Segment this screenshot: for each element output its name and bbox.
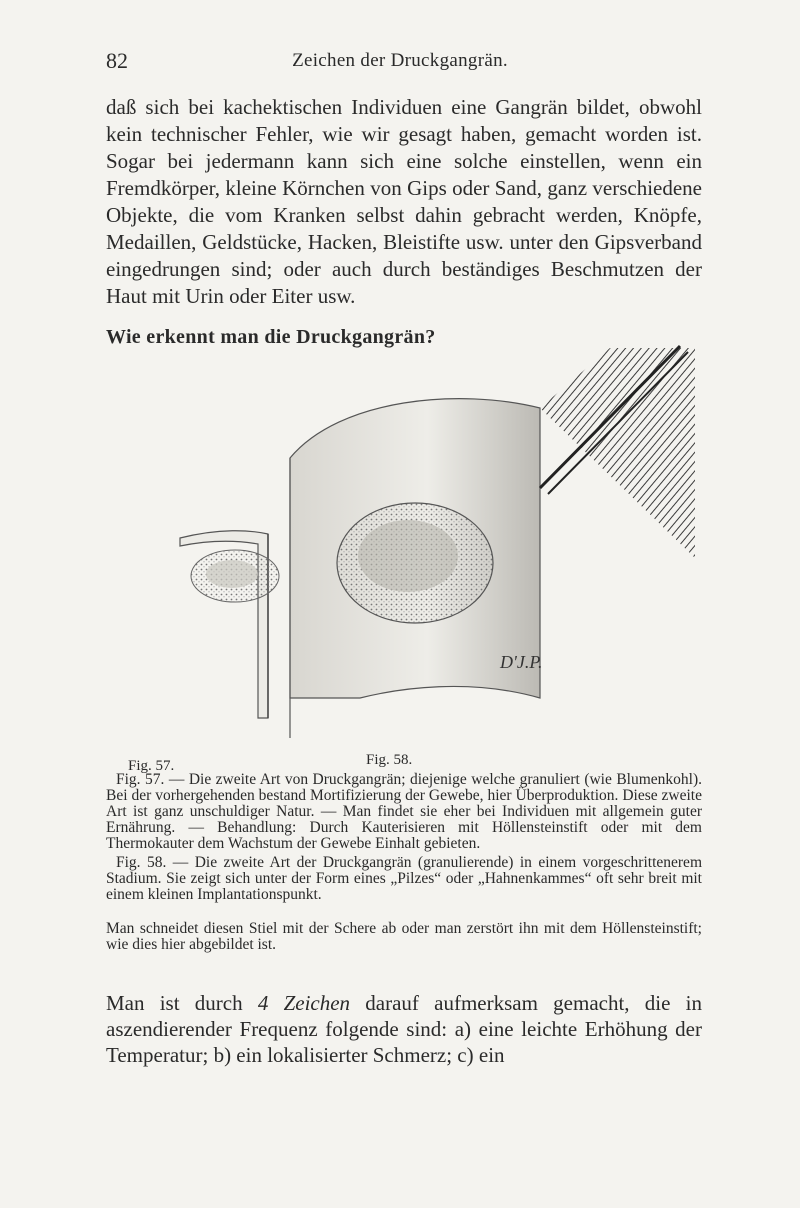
section-heading: Wie erkennt man die Druckgangrän?: [106, 326, 436, 348]
caustic-stick-hatching: [540, 348, 695, 558]
body-paragraph-2: [106, 990, 702, 1068]
body-paragraph-1: daß sich bei kachektischen Individuen eine Gangrän bildet, obwohl kein technischer Fehler, wie wir gesagt haben, gemacht worden ist. Sogar bei jedermann kann sich eine solche einstellen, wenn ein Fremdkörper, kleine Körnchen von Gips oder Sand, ganz verschiedene Objekte, die vom Kranken selbst dahin gebracht werden, Knöpfe, Medaillen, Geldstücke, Hacken, Bleistifte usw. unter den Gipsverband eingedrungen sind; oder auch durch beständiges Beschmutzen der Haut mit Urin oder Eiter usw.: [106, 95, 702, 308]
running-title: Zeichen der Druckgangrän.: [292, 50, 508, 71]
figure-illustration: [140, 338, 695, 748]
fig-57-label: Fig. 57.: [128, 758, 175, 774]
para2-rest: darauf aufmerksam gemacht, die in aszendierender Frequenz folgende sind: a) eine leichte Erhöhung der Temperatur; b) ein lokalisierter Schmerz; c) ein: [106, 991, 702, 1067]
fig-58-label: Fig. 58.: [366, 752, 413, 768]
figure-drawing: [140, 338, 695, 748]
caption-fig-58: Fig. 58. — Die zweite Art der Druckgangrän (granulierende) in einem vorgeschrittenerem Stadium. Sie zeigt sich unter der Form eines „Pilzes“ oder „Hahnenkammes“ oft sehr breit mit einem kleinen Implantationspunkt.: [106, 854, 702, 903]
page-number: 82: [106, 48, 128, 73]
caption-fig-57: Fig. 57. — Die zweite Art von Druckgangrän; diejenige welche granuliert (wie Blumenkohl). Bei der vorhergehenden bestand Mortifizierung der Gewebe, hier Überproduktion. Diese zweite Art ist ganz unschuldiger Natur. — Man findet sie eher bei Individuen mit allgemein guter Ernährung. — Behandlung: Durch Kauterisieren mit Höllensteinstift oder mit dem Thermokauter dem Wachstum der Gewebe Einhalt gebieten.: [106, 771, 702, 852]
para2-emphasis: 4 Zeichen: [257, 991, 351, 1015]
artist-signature: D'J.P.: [500, 652, 543, 672]
caption-continuation: Man schneidet diesen Stiel mit der Schere ab oder man zerstört ihn mit dem Höllensteinstift; wie dies hier abgebildet ist.: [106, 920, 702, 953]
para2-start: Man ist durch: [106, 991, 258, 1015]
